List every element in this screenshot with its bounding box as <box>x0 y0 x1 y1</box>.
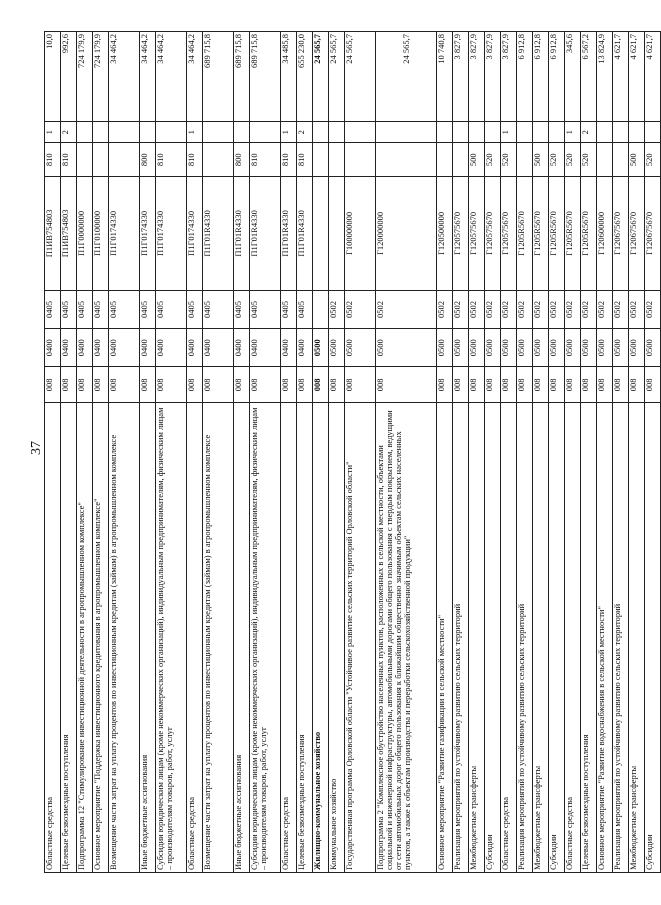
table-row <box>345 32 376 873</box>
cell-csr: Г120575670 <box>485 177 501 291</box>
cell-sum: 689 715,8 <box>234 32 250 122</box>
cell-ist <box>376 121 437 143</box>
table-row <box>77 32 93 873</box>
cell-vr <box>203 143 234 177</box>
cell-sum: 13 824,9 <box>597 32 613 122</box>
cell-rz: 0400 <box>77 329 93 367</box>
cell-name: Подпрограмма 12 "Стимулирование инвестиционной деятельности в агропромышленном комплексе" <box>77 403 93 873</box>
cell-ist <box>645 121 661 143</box>
cell-vr <box>376 143 437 177</box>
cell-name: Областные средства <box>45 403 61 873</box>
cell-name: Субсидии юридическим лицам (кроме некоммерческих организаций), индивидуальным предпринимателям, физическим лицам – производителям товаров, работ, услуг <box>250 403 281 873</box>
cell-rz: 0500 <box>485 329 501 367</box>
table-row <box>109 32 140 873</box>
cell-ist <box>234 121 250 143</box>
cell-rz: 0400 <box>61 329 77 367</box>
cell-csr: П1Г0000000 <box>77 177 93 291</box>
cell-ist <box>109 121 140 143</box>
cell-name: Межбюджетные трансферты <box>533 403 549 873</box>
cell-ved: 008 <box>565 367 581 403</box>
cell-pr: 0405 <box>156 290 187 328</box>
table-row <box>93 32 109 873</box>
cell-pr: 0405 <box>109 290 140 328</box>
cell-sum: 10 740,8 <box>437 32 453 122</box>
cell-vr <box>597 143 613 177</box>
cell-name: Основное мероприятие "Поддержка инвестиционного кредитования в агропромышленном комплексе" <box>93 403 109 873</box>
cell-sum: 3 827,9 <box>453 32 469 122</box>
cell-sum: 4 621,7 <box>645 32 661 122</box>
cell-ved: 008 <box>93 367 109 403</box>
cell-ist <box>437 121 453 143</box>
table-row <box>565 32 581 873</box>
cell-rz: 0400 <box>297 329 313 367</box>
cell-name: Основное мероприятие "Развитие водоснабжения в сельской местности" <box>597 403 613 873</box>
cell-pr: 0405 <box>250 290 281 328</box>
cell-rz: 0400 <box>281 329 297 367</box>
cell-csr: П1Г01R4330 <box>297 177 313 291</box>
cell-csr: Г120675670 <box>645 177 661 291</box>
cell-ved: 008 <box>203 367 234 403</box>
cell-ist <box>613 121 629 143</box>
cell-vr: 810 <box>187 143 203 177</box>
cell-pr: 0405 <box>140 290 156 328</box>
cell-ved: 008 <box>156 367 187 403</box>
cell-vr: 500 <box>533 143 549 177</box>
cell-vr <box>453 143 469 177</box>
table-row <box>187 32 203 873</box>
table-row <box>329 32 345 873</box>
cell-name: Жилищно-коммунальное хозяйство <box>313 403 329 873</box>
cell-sum: 24 565,7 <box>313 32 329 122</box>
cell-csr: П1ИВ754803 <box>61 177 77 291</box>
cell-csr: П1Г0174330 <box>156 177 187 291</box>
cell-pr: 0405 <box>45 290 61 328</box>
cell-ved: 008 <box>629 367 645 403</box>
cell-rz: 0400 <box>156 329 187 367</box>
cell-vr: 520 <box>645 143 661 177</box>
cell-name: Областные средства <box>565 403 581 873</box>
cell-pr: 0502 <box>453 290 469 328</box>
cell-ist: 1 <box>565 121 581 143</box>
cell-ist: 1 <box>187 121 203 143</box>
table-row <box>61 32 77 873</box>
table-row <box>517 32 533 873</box>
cell-ved: 008 <box>109 367 140 403</box>
cell-ist <box>597 121 613 143</box>
cell-ved: 008 <box>313 367 329 403</box>
cell-ved: 008 <box>517 367 533 403</box>
cell-sum: 724 179,9 <box>77 32 93 122</box>
cell-name: Субсидии <box>549 403 565 873</box>
table-row <box>297 32 313 873</box>
cell-name: Целевые безвозмездные поступления <box>581 403 597 873</box>
cell-sum: 689 715,8 <box>203 32 234 122</box>
cell-vr <box>613 143 629 177</box>
cell-ved: 008 <box>581 367 597 403</box>
cell-pr: 0405 <box>234 290 250 328</box>
cell-rz: 0400 <box>187 329 203 367</box>
cell-csr: Г100000000 <box>345 177 376 291</box>
cell-rz: 0400 <box>45 329 61 367</box>
table-row <box>533 32 549 873</box>
table-row <box>234 32 250 873</box>
cell-csr: П1Г01R4330 <box>203 177 234 291</box>
cell-rz: 0500 <box>501 329 517 367</box>
table-row <box>597 32 613 873</box>
table-row <box>645 32 661 873</box>
cell-pr: 0502 <box>517 290 533 328</box>
cell-ist: 2 <box>61 121 77 143</box>
cell-vr: 810 <box>297 143 313 177</box>
cell-csr: Г1205R5670 <box>533 177 549 291</box>
cell-pr: 0502 <box>469 290 485 328</box>
cell-name: Коммунальное хозяйство <box>329 403 345 873</box>
cell-csr: П1Г0174330 <box>109 177 140 291</box>
cell-rz: 0500 <box>629 329 645 367</box>
cell-sum: 3 827,9 <box>501 32 517 122</box>
cell-sum: 724 179,9 <box>93 32 109 122</box>
cell-csr: Г1205R5670 <box>517 177 533 291</box>
cell-sum: 4 621,7 <box>629 32 645 122</box>
cell-name: Субсидии юридическим лицам (кроме некоммерческих организаций), индивидуальным предпринимателям, физическим лицам – производителям товаров, работ, услуг <box>156 403 187 873</box>
cell-pr: 0405 <box>77 290 93 328</box>
cell-ved: 008 <box>234 367 250 403</box>
cell-rz: 0400 <box>109 329 140 367</box>
cell-name: Межбюджетные трансферты <box>469 403 485 873</box>
cell-ist <box>313 121 329 143</box>
cell-ved: 008 <box>250 367 281 403</box>
cell-name: Областные средства <box>187 403 203 873</box>
cell-rz: 0500 <box>549 329 565 367</box>
cell-vr: 810 <box>156 143 187 177</box>
table-row <box>140 32 156 873</box>
cell-pr: 0405 <box>187 290 203 328</box>
cell-vr <box>517 143 533 177</box>
cell-csr: П1Г01R4330 <box>234 177 250 291</box>
cell-ved: 008 <box>376 367 437 403</box>
rotated-page <box>44 31 654 873</box>
cell-csr: Г120575670 <box>501 177 517 291</box>
cell-pr: 0502 <box>329 290 345 328</box>
page-number: 37 <box>29 441 44 455</box>
cell-name: Целевые безвозмездные поступления <box>297 403 313 873</box>
cell-ist <box>156 121 187 143</box>
cell-sum: 6 912,8 <box>517 32 533 122</box>
cell-ved: 008 <box>77 367 93 403</box>
cell-name: Возмещение части затрат на уплату процентов по инвестиционным кредитам (займам) в агропромышленном комплексе <box>203 403 234 873</box>
cell-pr: 0502 <box>581 290 597 328</box>
cell-ist <box>93 121 109 143</box>
cell-ist <box>250 121 281 143</box>
cell-rz: 0500 <box>469 329 485 367</box>
cell-vr: 520 <box>485 143 501 177</box>
cell-csr: Г120000000 <box>376 177 437 291</box>
cell-csr: Г120575670 <box>469 177 485 291</box>
cell-vr: 500 <box>629 143 645 177</box>
table-row <box>313 32 329 873</box>
budget-table <box>44 31 661 873</box>
cell-rz: 0500 <box>376 329 437 367</box>
cell-csr: П1Г01R4330 <box>281 177 297 291</box>
cell-csr: П1Г01R4330 <box>250 177 281 291</box>
cell-ist <box>549 121 565 143</box>
cell-sum: 34 464,2 <box>156 32 187 122</box>
cell-pr: 0502 <box>533 290 549 328</box>
cell-pr: 0502 <box>345 290 376 328</box>
cell-pr: 0502 <box>437 290 453 328</box>
cell-csr: Г120675670 <box>629 177 645 291</box>
cell-pr: 0405 <box>297 290 313 328</box>
cell-ist <box>533 121 549 143</box>
cell-pr: 0502 <box>645 290 661 328</box>
cell-name: Субсидии <box>645 403 661 873</box>
cell-vr <box>437 143 453 177</box>
cell-name: Возмещение части затрат на уплату процентов по инвестиционным кредитам (займам) в агропромышленном комплексе <box>109 403 140 873</box>
cell-rz: 0500 <box>437 329 453 367</box>
cell-pr: 0405 <box>203 290 234 328</box>
cell-sum: 6 567,2 <box>581 32 597 122</box>
cell-ved: 008 <box>549 367 565 403</box>
cell-sum: 655 230,0 <box>297 32 313 122</box>
cell-sum: 6 912,8 <box>549 32 565 122</box>
cell-rz: 0500 <box>533 329 549 367</box>
cell-csr: П1ИВ754803 <box>45 177 61 291</box>
table-row <box>453 32 469 873</box>
cell-vr: 810 <box>281 143 297 177</box>
cell-ist: 1 <box>501 121 517 143</box>
cell-name: Целевые безвозмездные поступления <box>61 403 77 873</box>
cell-rz: 0500 <box>597 329 613 367</box>
cell-ved: 008 <box>453 367 469 403</box>
cell-ved: 008 <box>437 367 453 403</box>
cell-sum: 34 464,2 <box>140 32 156 122</box>
cell-vr <box>345 143 376 177</box>
table-row <box>581 32 597 873</box>
cell-csr: Г1205R5670 <box>581 177 597 291</box>
cell-rz: 0500 <box>517 329 533 367</box>
cell-ist <box>469 121 485 143</box>
cell-pr: 0502 <box>613 290 629 328</box>
cell-csr: Г120500000 <box>437 177 453 291</box>
cell-ist: 1 <box>45 121 61 143</box>
cell-csr: Г1205R5670 <box>565 177 581 291</box>
cell-csr: П1Г0174330 <box>140 177 156 291</box>
table-row <box>501 32 517 873</box>
cell-ved: 008 <box>140 367 156 403</box>
cell-ved: 008 <box>45 367 61 403</box>
cell-sum: 992,6 <box>61 32 77 122</box>
cell-ist <box>140 121 156 143</box>
cell-vr: 810 <box>250 143 281 177</box>
cell-name: Основное мероприятие "Развитие газификации в сельской местности" <box>437 403 453 873</box>
cell-ved: 008 <box>645 367 661 403</box>
cell-sum: 3 827,9 <box>485 32 501 122</box>
cell-vr: 810 <box>61 143 77 177</box>
cell-sum: 4 621,7 <box>613 32 629 122</box>
cell-ved: 008 <box>187 367 203 403</box>
table-row <box>629 32 645 873</box>
cell-name: Государственная программа Орловской области "Устойчивое развитие сельских территорий Орловской области" <box>345 403 376 873</box>
cell-csr: Г120600000 <box>597 177 613 291</box>
cell-name: Реализация мероприятий по устойчивому развитию сельских территорий <box>613 403 629 873</box>
cell-vr: 800 <box>140 143 156 177</box>
cell-rz: 0500 <box>581 329 597 367</box>
cell-ist: 2 <box>297 121 313 143</box>
cell-ist: 2 <box>581 121 597 143</box>
cell-rz: 0400 <box>234 329 250 367</box>
cell-csr <box>329 177 345 291</box>
table-row <box>281 32 297 873</box>
cell-ist <box>77 121 93 143</box>
cell-ved: 008 <box>613 367 629 403</box>
cell-csr: Г120575670 <box>453 177 469 291</box>
cell-vr: 500 <box>469 143 485 177</box>
cell-rz: 0500 <box>613 329 629 367</box>
cell-vr <box>109 143 140 177</box>
cell-sum: 10,0 <box>45 32 61 122</box>
cell-ved: 008 <box>485 367 501 403</box>
table-row <box>156 32 187 873</box>
cell-ist <box>345 121 376 143</box>
cell-rz: 0500 <box>313 329 329 367</box>
cell-rz: 0400 <box>140 329 156 367</box>
cell-sum: 34 464,2 <box>109 32 140 122</box>
table-row <box>45 32 61 873</box>
cell-csr: Г1205R5670 <box>549 177 565 291</box>
cell-sum: 24 565,7 <box>345 32 376 122</box>
cell-ved: 008 <box>297 367 313 403</box>
cell-pr: 0405 <box>93 290 109 328</box>
cell-sum: 3 827,9 <box>469 32 485 122</box>
cell-ist <box>517 121 533 143</box>
cell-sum: 24 565,7 <box>376 32 437 122</box>
cell-pr: 0405 <box>281 290 297 328</box>
cell-name: Областные средства <box>501 403 517 873</box>
cell-csr: Г120675670 <box>613 177 629 291</box>
cell-name: Иные бюджетные ассигнования <box>140 403 156 873</box>
cell-pr: 0502 <box>597 290 613 328</box>
cell-rz: 0400 <box>203 329 234 367</box>
cell-vr: 520 <box>581 143 597 177</box>
cell-pr: 0502 <box>501 290 517 328</box>
cell-rz: 0400 <box>93 329 109 367</box>
table-row <box>437 32 453 873</box>
cell-pr: 0502 <box>629 290 645 328</box>
cell-ist <box>329 121 345 143</box>
cell-sum: 34 464,2 <box>187 32 203 122</box>
cell-name: Иные бюджетные ассигнования <box>234 403 250 873</box>
cell-pr: 0502 <box>485 290 501 328</box>
cell-sum: 6 912,8 <box>533 32 549 122</box>
cell-ved: 008 <box>501 367 517 403</box>
table-row <box>549 32 565 873</box>
cell-ved: 008 <box>61 367 77 403</box>
cell-name: Подпрограмма 2 "Комплексное обустройство населенных пунктов, расположенных в сельской местности, объектами социальной и инженерной инфраструктуры, автомобильными дорогами общего пользования с твердым покрытием, ведущими от сети автомобильных дорог общего пользования к ближайшим общественно значимым объектам сельских населенных пунктов, а также к объектам производства и переработки сельскохозяйственной продукции" <box>376 403 437 873</box>
cell-vr: 520 <box>501 143 517 177</box>
cell-ist <box>485 121 501 143</box>
table-row <box>203 32 234 873</box>
cell-ist <box>629 121 645 143</box>
cell-rz: 0500 <box>453 329 469 367</box>
cell-ved: 008 <box>329 367 345 403</box>
table-body <box>45 32 661 873</box>
cell-rz: 0500 <box>565 329 581 367</box>
cell-ved: 008 <box>533 367 549 403</box>
cell-sum: 345,6 <box>565 32 581 122</box>
cell-pr: 0502 <box>376 290 437 328</box>
cell-vr: 810 <box>45 143 61 177</box>
cell-ved: 008 <box>281 367 297 403</box>
table-row <box>485 32 501 873</box>
cell-rz: 0400 <box>250 329 281 367</box>
cell-sum: 689 715,8 <box>250 32 281 122</box>
cell-vr <box>93 143 109 177</box>
cell-csr <box>313 177 329 291</box>
cell-pr <box>313 290 329 328</box>
cell-rz: 0500 <box>645 329 661 367</box>
cell-vr: 520 <box>549 143 565 177</box>
cell-ved: 008 <box>345 367 376 403</box>
cell-rz: 0500 <box>345 329 376 367</box>
cell-pr: 0405 <box>61 290 77 328</box>
cell-name: Межбюджетные трансферты <box>629 403 645 873</box>
cell-pr: 0502 <box>565 290 581 328</box>
cell-name: Субсидии <box>485 403 501 873</box>
cell-vr: 800 <box>234 143 250 177</box>
cell-name: Реализация мероприятий по устойчивому развитию сельских территорий <box>453 403 469 873</box>
table-row <box>613 32 629 873</box>
cell-csr: П1Г0174330 <box>187 177 203 291</box>
cell-name: Областные средства <box>281 403 297 873</box>
cell-sum: 34 485,8 <box>281 32 297 122</box>
table-row <box>469 32 485 873</box>
cell-ved: 008 <box>597 367 613 403</box>
cell-ist <box>203 121 234 143</box>
cell-pr: 0502 <box>549 290 565 328</box>
table-row <box>376 32 437 873</box>
cell-rz: 0500 <box>329 329 345 367</box>
cell-csr: П1Г0100000 <box>93 177 109 291</box>
cell-sum: 24 565,7 <box>329 32 345 122</box>
cell-ved: 008 <box>469 367 485 403</box>
cell-vr <box>77 143 93 177</box>
table-row <box>250 32 281 873</box>
cell-ist: 1 <box>281 121 297 143</box>
cell-name: Реализация мероприятий по устойчивому развитию сельских территорий <box>517 403 533 873</box>
cell-vr <box>313 143 329 177</box>
cell-vr <box>329 143 345 177</box>
cell-vr: 520 <box>565 143 581 177</box>
cell-ist <box>453 121 469 143</box>
